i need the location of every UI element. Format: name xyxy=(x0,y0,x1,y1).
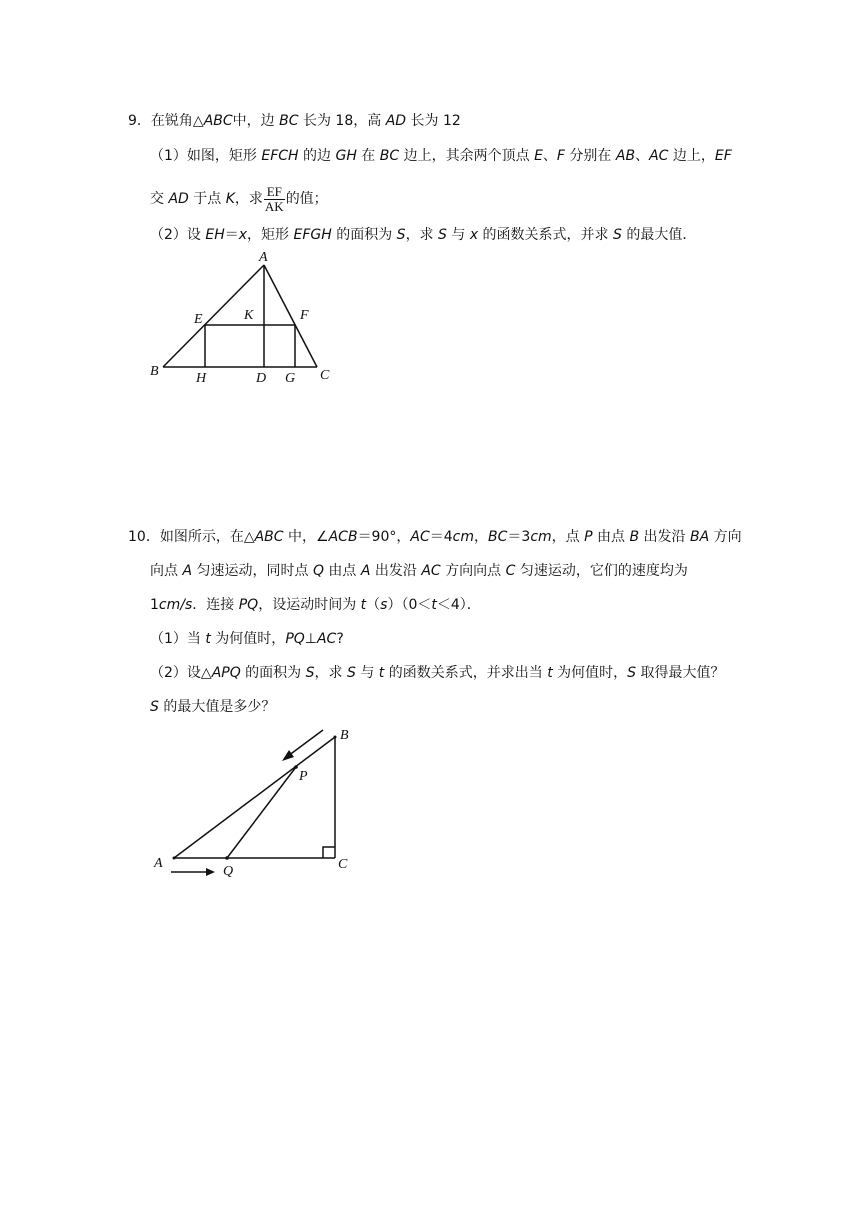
q9-stem: 9．在锐角△ABC中，边 BC 长为 18，高 AD 长为 12 xyxy=(128,113,461,129)
arrow-head-right-icon xyxy=(206,868,215,876)
label-a: A xyxy=(154,856,163,871)
label-g: G xyxy=(285,371,296,386)
right-angle-mark xyxy=(323,847,335,858)
side-ac xyxy=(264,265,317,367)
label-k: K xyxy=(244,308,254,323)
q10-part2-line1: （2）设△APQ 的面积为 S，求 S 与 t 的函数关系式，并求出当 t 为何值时，S 取得最大值？ xyxy=(150,665,725,681)
label-q: Q xyxy=(223,864,234,879)
q9-part1-line1: （1）如图，矩形 EFCH 的边 GH 在 BC 边上，其余两个顶点 E、F 分别在 AB、AC 边上，EF xyxy=(150,148,732,164)
label-c: C xyxy=(320,368,330,383)
q10-line1: 10．如图所示，在△ABC 中，∠ACB＝90°，AC＝4cm，BC＝3cm，点 P 由点 B 出发沿 BA 方向 xyxy=(128,529,742,545)
q9-number: 9． xyxy=(128,113,151,129)
q10-line3: 1cm/s．连接 PQ，设运动时间为 t（s）（0＜t＜4）． xyxy=(150,597,481,613)
label-e: E xyxy=(194,312,203,327)
label-d: D xyxy=(256,371,267,386)
arrow-shaft-ba xyxy=(288,730,323,756)
q10-part2-line2: S 的最大值是多少？ xyxy=(150,699,276,715)
label-b: B xyxy=(150,364,159,379)
point-a-dot xyxy=(173,857,176,860)
label-p: P xyxy=(299,769,308,784)
q10-number: 10． xyxy=(128,529,160,545)
label-b: B xyxy=(340,728,349,743)
point-q-dot xyxy=(225,856,229,860)
q9-part1-line2: 交 AD 于点 K，求 $\frac{EF}{AK}$ 的值； xyxy=(150,183,328,214)
q10-line2: 向点 A 匀速运动，同时点 Q 由点 A 出发沿 AC 方向向点 C 匀速运动，它们的速度均为 xyxy=(150,563,688,579)
fraction-denominator: AK xyxy=(264,198,284,214)
label-c: C xyxy=(338,857,348,872)
point-p-dot xyxy=(294,765,298,769)
segment-pq xyxy=(227,767,296,858)
label-f: F xyxy=(300,308,309,323)
fraction-numerator: EF xyxy=(264,185,285,200)
arrow-head-down-left-icon xyxy=(282,750,294,761)
side-ab xyxy=(174,737,335,858)
ef-over-ak-fraction xyxy=(264,185,285,214)
point-b-dot xyxy=(334,736,337,739)
label-h: H xyxy=(196,371,207,386)
q10-right-triangle-figure xyxy=(145,720,365,885)
q10-part1: （1）当 t 为何值时，PQ⊥AC? xyxy=(150,631,344,647)
q9-part2: （2）设 EH＝x，矩形 EFGH 的面积为 S，求 S 与 x 的函数关系式，并求 S 的最大值． xyxy=(150,227,697,243)
q9-triangle-figure xyxy=(140,245,350,395)
label-a: A xyxy=(259,250,268,265)
